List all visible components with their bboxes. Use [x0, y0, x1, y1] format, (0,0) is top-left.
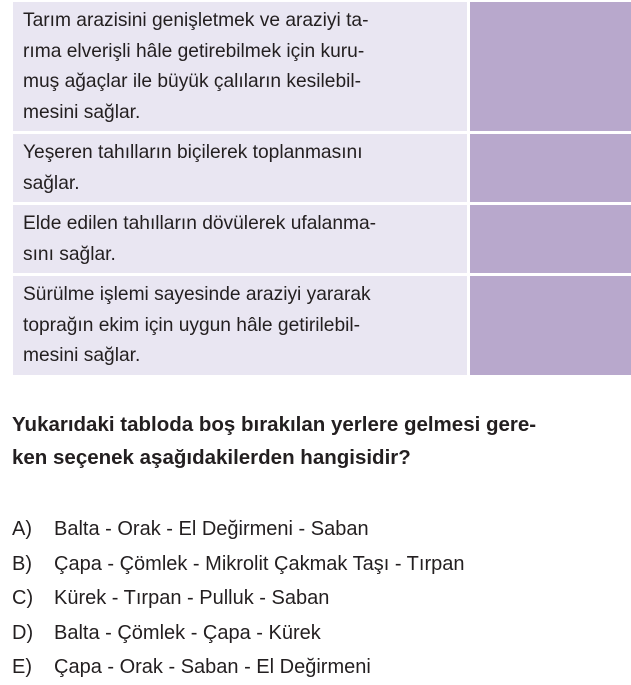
table-row-description: Tarım arazisini genişletmek ve araziyi ta- rıma elverişli hâle getirebilmek için kuru- muş ağaçlar ile büyük çalıların kesilebil- mesini sağlar. [13, 2, 467, 131]
table-row-description: Sürülme işlemi sayesinde araziyi yararak toprağın ekim için uygun hâle getirilebil- mesini sağlar. [13, 276, 467, 375]
option-b[interactable] [12, 547, 624, 582]
table-row [13, 276, 631, 378]
table-row-blank-cell [467, 205, 631, 273]
option-text: Çapa - Orak - Saban - El Değirmeni [54, 656, 371, 679]
table-row [13, 2, 631, 134]
option-e[interactable] [12, 650, 624, 685]
table-row-blank-cell [467, 276, 631, 375]
option-letter: A) [12, 518, 32, 540]
table-row-description: Elde edilen tahılların dövülerek ufalanma- sını sağlar. [13, 205, 467, 273]
option-d[interactable] [12, 616, 624, 651]
tool-function-table [13, 2, 631, 378]
option-text: Çapa - Çömlek - Mikrolit Çakmak Taşı - Tırpan [54, 552, 465, 575]
option-letter: B) [12, 552, 32, 575]
table-row [13, 134, 631, 205]
table-row [13, 205, 631, 276]
table-row-blank-cell [467, 134, 631, 202]
option-text: Balta - Orak - El Değirmeni - Saban [54, 518, 369, 540]
answer-options [12, 512, 624, 685]
option-text: Balta - Çömlek - Çapa - Kürek [54, 621, 321, 644]
table-row-blank-cell [467, 2, 631, 131]
option-c[interactable] [12, 581, 624, 616]
option-a[interactable] [12, 512, 624, 547]
question-text: Yukarıdaki tabloda boş bırakılan yerlere gelmesi gere- ken seçenek aşağıdakilerden hangisidir? [12, 413, 537, 469]
option-letter: E) [12, 656, 32, 679]
option-letter: C) [12, 587, 34, 610]
option-letter: D) [12, 621, 34, 644]
table-row-description: Yeşeren tahılların biçilerek toplanmasını sağlar. [13, 134, 467, 202]
option-text: Kürek - Tırpan - Pulluk - Saban [54, 587, 330, 610]
